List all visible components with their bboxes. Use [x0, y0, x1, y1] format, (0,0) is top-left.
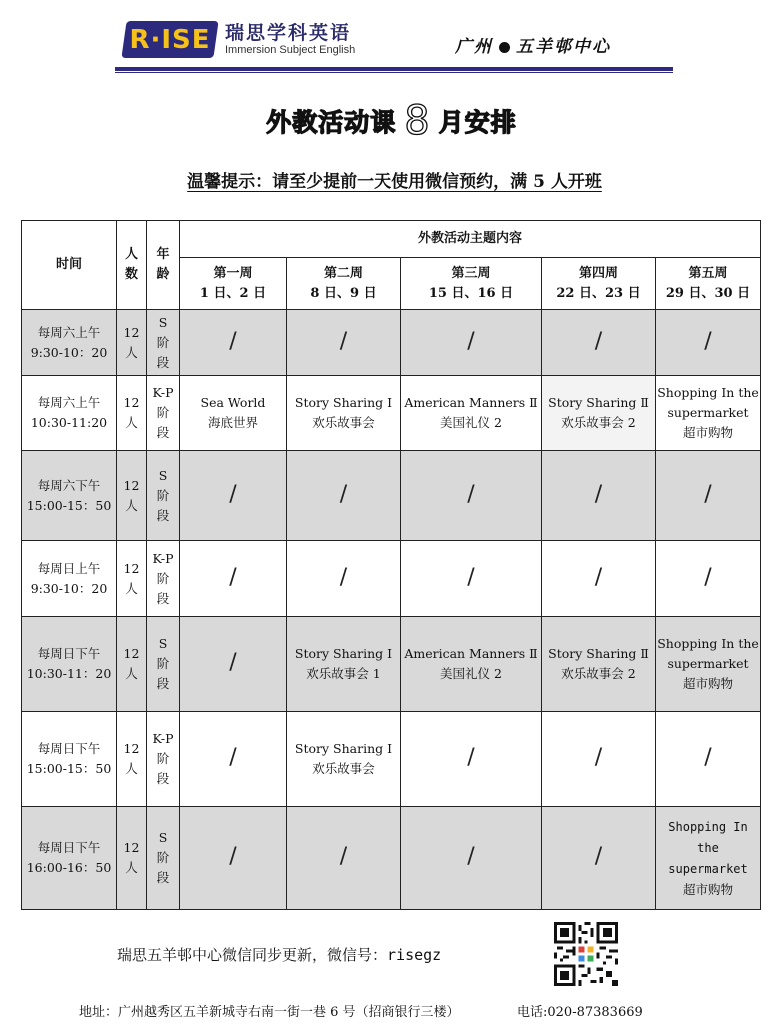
schedule-row — [22, 807, 761, 910]
age-cell — [147, 712, 180, 807]
activity-cell — [287, 807, 401, 910]
age-text: 段 — [156, 425, 170, 440]
activity-text: 美国礼仪 2 — [440, 666, 502, 681]
activity-cell — [542, 310, 656, 376]
activity-cell — [401, 376, 542, 451]
age-header-char: 年 — [156, 247, 170, 262]
brand-name-en: Immersion Subject English — [225, 44, 356, 56]
wechat-notice — [117, 944, 441, 965]
schedule-row — [22, 451, 761, 541]
empty-slot-slash: / — [704, 481, 712, 507]
week-name: 第二周 — [323, 265, 363, 281]
empty-slot-slash: / — [704, 745, 712, 770]
time-cell — [22, 617, 117, 712]
activity-cell — [180, 712, 287, 807]
activity-text: American Manners Ⅱ — [404, 395, 538, 410]
center-label — [455, 32, 611, 57]
schedule-row — [22, 617, 761, 712]
empty-slot-slash: / — [467, 844, 475, 869]
people-text: 12 — [123, 395, 140, 410]
age-text: S — [158, 636, 168, 651]
empty-slot-slash: / — [594, 745, 603, 770]
activity-cell — [656, 617, 761, 712]
activity-cell — [287, 310, 401, 376]
activity-cell — [542, 712, 656, 807]
title-prefix: 外教活动课 — [266, 108, 397, 137]
activity-cell — [401, 541, 542, 617]
people-text: 人 — [125, 344, 138, 360]
time-cell — [22, 376, 117, 451]
activity-cell — [542, 541, 656, 617]
people-cell — [117, 712, 147, 807]
age-text: 阶 — [156, 487, 170, 503]
week-dates: 1 日、2 日 — [199, 285, 267, 301]
time-text: 每周六下午 — [37, 477, 101, 493]
age-cell — [147, 310, 180, 376]
time-text: 每周六上午 — [37, 324, 101, 340]
age-text: 段 — [156, 507, 170, 523]
empty-slot-slash: / — [229, 564, 237, 590]
activity-cell — [656, 376, 761, 451]
schedule-row — [22, 376, 761, 451]
activity-text: Story Sharing Ⅱ — [548, 395, 649, 410]
age-text: 阶 — [156, 334, 170, 350]
week-header-5 — [656, 258, 761, 310]
week-dates: 22 日、23 日 — [556, 285, 641, 301]
address-text: 地址：广州越秀区五羊新城寺右南一街一巷 6 号（招商银行三楼） — [79, 1005, 460, 1020]
empty-slot-slash: / — [594, 564, 603, 590]
age-header-char: 龄 — [156, 267, 170, 282]
activity-cell — [287, 376, 401, 451]
rise-logo — [121, 21, 218, 58]
time-cell — [22, 451, 117, 541]
schedule-row — [22, 541, 761, 617]
empty-slot-slash: / — [229, 328, 237, 354]
time-cell — [22, 807, 117, 910]
people-text: 人 — [125, 666, 138, 681]
age-text: 阶 — [156, 751, 170, 766]
time-text: 每周日上午 — [37, 560, 101, 576]
center-name: 五羊邨中心 — [516, 37, 611, 57]
age-text: 阶 — [156, 850, 170, 865]
activity-text: Shopping In the — [657, 636, 759, 651]
activity-text: Shopping In the — [657, 385, 759, 400]
age-cell — [147, 807, 180, 910]
activity-text: the — [697, 840, 719, 855]
page-title — [0, 98, 783, 144]
activity-cell — [401, 807, 542, 910]
empty-slot-slash: / — [704, 564, 712, 590]
activity-cell — [287, 541, 401, 617]
people-header-char: 人 — [124, 247, 138, 262]
activity-text: supermarket — [667, 405, 749, 420]
schedule-row — [22, 712, 761, 807]
time-text: 每周六上午 — [37, 395, 101, 410]
empty-slot-slash: / — [229, 481, 237, 507]
people-text: 12 — [123, 840, 140, 855]
week-name: 第三周 — [451, 265, 491, 281]
time-text: 10:30-11:20 — [30, 415, 108, 430]
age-text: K-P — [152, 385, 174, 400]
age-text: 段 — [156, 870, 170, 885]
people-text: 12 — [123, 477, 140, 493]
activity-cell — [401, 310, 542, 376]
activity-cell — [180, 541, 287, 617]
activity-text: 欢乐故事会 — [312, 415, 375, 430]
activity-cell — [401, 451, 542, 541]
people-text: 人 — [125, 415, 138, 430]
age-text: S — [158, 314, 168, 330]
schedule-table — [21, 220, 761, 910]
activity-cell — [180, 617, 287, 712]
activity-text: 超市购物 — [683, 425, 734, 440]
title-month: 8 — [404, 98, 431, 144]
time-text: 每周日下午 — [37, 741, 101, 756]
activity-cell — [180, 310, 287, 376]
age-text: 阶 — [156, 656, 170, 671]
phone-text: 电话:020-87383669 — [517, 1005, 643, 1020]
empty-slot-slash: / — [467, 745, 475, 770]
age-text: 段 — [156, 676, 170, 691]
brand-name-cn: 瑞思学科英语 — [225, 22, 352, 44]
activity-cell — [656, 451, 761, 541]
time-text: 16:00-16：50 — [26, 860, 112, 875]
age-cell — [147, 541, 180, 617]
header-divider — [115, 67, 673, 71]
activity-cell — [287, 712, 401, 807]
activity-text: 欢乐故事会 2 — [561, 415, 636, 430]
empty-slot-slash: / — [467, 328, 475, 354]
activity-text: Story Sharing Ⅰ — [294, 395, 393, 410]
time-text: 15:00-15：50 — [26, 497, 112, 513]
wechat-text: 瑞思五羊邨中心微信同步更新，微信号： — [117, 946, 388, 964]
empty-slot-slash: / — [229, 650, 237, 675]
people-cell — [117, 451, 147, 541]
activity-cell — [656, 712, 761, 807]
time-text: 9:30-10：20 — [30, 344, 108, 360]
age-cell — [147, 376, 180, 451]
activity-cell — [180, 376, 287, 451]
age-text: 段 — [156, 590, 170, 606]
week-dates: 15 日、16 日 — [428, 285, 514, 301]
week-header-1 — [180, 258, 287, 310]
activity-text: Shopping In — [668, 819, 748, 834]
age-text: 阶 — [156, 405, 170, 420]
col-header-topic: 外教活动主题内容 — [180, 221, 761, 258]
activity-cell — [542, 451, 656, 541]
activity-cell — [656, 541, 761, 617]
activity-text: Story Sharing Ⅰ — [294, 741, 393, 756]
time-cell — [22, 541, 117, 617]
activity-text: 超市购物 — [683, 881, 734, 897]
empty-slot-slash: / — [704, 328, 712, 354]
schedule-row — [22, 310, 761, 376]
age-text: 段 — [156, 771, 170, 786]
empty-slot-slash: / — [339, 564, 348, 590]
age-cell — [147, 617, 180, 712]
people-text: 12 — [123, 560, 140, 576]
people-text: 人 — [125, 761, 138, 776]
activity-cell — [401, 617, 542, 712]
week-name: 第五周 — [688, 265, 728, 281]
title-suffix: 月安排 — [438, 108, 517, 137]
empty-slot-slash: / — [229, 745, 237, 770]
logo-text: R·ISE — [129, 24, 211, 55]
empty-slot-slash: / — [594, 844, 603, 869]
empty-slot-slash: / — [594, 481, 603, 507]
week-header-2 — [287, 258, 401, 310]
activity-text: supermarket — [667, 656, 749, 671]
activity-text: 海底世界 — [207, 415, 258, 430]
week-header-4 — [542, 258, 656, 310]
activity-cell — [542, 617, 656, 712]
empty-slot-slash: / — [229, 844, 237, 869]
activity-cell — [287, 451, 401, 541]
activity-text: 美国礼仪 2 — [440, 415, 502, 430]
age-text: 阶 — [156, 570, 170, 586]
people-text: 12 — [123, 741, 140, 756]
empty-slot-slash: / — [594, 328, 603, 354]
activity-cell — [542, 807, 656, 910]
wechat-id: risegz — [387, 946, 442, 964]
time-text: 10:30-11：20 — [26, 666, 112, 681]
schedule-body — [22, 310, 761, 910]
age-text: S — [158, 830, 168, 845]
people-cell — [117, 376, 147, 451]
empty-slot-slash: / — [339, 844, 348, 869]
activity-cell — [180, 451, 287, 541]
activity-text: Story Sharing Ⅱ — [548, 646, 649, 661]
empty-slot-slash: / — [467, 564, 475, 590]
people-header-char: 数 — [124, 267, 138, 282]
people-cell — [117, 807, 147, 910]
people-cell — [117, 617, 147, 712]
time-text: 9:30-10：20 — [30, 580, 108, 596]
activity-text: American Manners Ⅱ — [404, 646, 538, 661]
activity-text: 欢乐故事会 1 — [306, 666, 381, 681]
col-header-people — [117, 221, 147, 310]
week-header-3 — [401, 258, 542, 310]
activity-cell — [180, 807, 287, 910]
activity-cell — [656, 807, 761, 910]
activity-text: 欢乐故事会 — [312, 761, 375, 776]
activity-cell — [656, 310, 761, 376]
empty-slot-slash: / — [467, 481, 475, 507]
age-cell — [147, 451, 180, 541]
activity-cell — [542, 376, 656, 451]
time-cell — [22, 712, 117, 807]
activity-cell — [401, 712, 542, 807]
week-dates: 29 日、30 日 — [665, 285, 751, 301]
age-text: K-P — [152, 731, 174, 746]
people-cell — [117, 541, 147, 617]
empty-slot-slash: / — [339, 481, 348, 507]
people-text: 人 — [125, 497, 138, 513]
week-dates: 8 日、9 日 — [310, 285, 377, 301]
header-row-1 — [22, 221, 761, 258]
booking-notice: 温馨提示：请至少提前一天使用微信预约，满 5 人开班 — [187, 172, 602, 192]
center-city: 广州 — [455, 37, 493, 57]
time-cell — [22, 310, 117, 376]
col-header-time: 时间 — [22, 221, 117, 310]
qr-code-icon — [554, 922, 618, 986]
header-divider-thin — [115, 72, 673, 73]
col-header-age — [147, 221, 180, 310]
page-header — [115, 18, 673, 74]
activity-text: supermarket — [668, 861, 748, 876]
people-cell — [117, 310, 147, 376]
time-text: 每周日下午 — [37, 840, 101, 855]
age-text: K-P — [152, 550, 174, 566]
activity-cell — [287, 617, 401, 712]
empty-slot-slash: / — [339, 328, 348, 354]
week-name: 第四周 — [578, 265, 618, 281]
time-text: 每周日下午 — [37, 646, 101, 661]
week-name: 第一周 — [213, 265, 253, 281]
age-text: S — [158, 467, 168, 483]
people-text: 人 — [125, 580, 138, 596]
people-text: 12 — [123, 646, 140, 661]
activity-text: 超市购物 — [683, 676, 734, 691]
activity-text: 欢乐故事会 2 — [561, 666, 636, 681]
age-text: 段 — [156, 354, 170, 370]
people-text: 12 — [123, 324, 140, 340]
activity-text: Story Sharing Ⅰ — [294, 646, 393, 661]
time-text: 15:00-15：50 — [26, 761, 112, 776]
people-text: 人 — [125, 860, 138, 875]
bullet-dot-icon — [499, 42, 510, 53]
activity-text: Sea World — [200, 395, 266, 410]
